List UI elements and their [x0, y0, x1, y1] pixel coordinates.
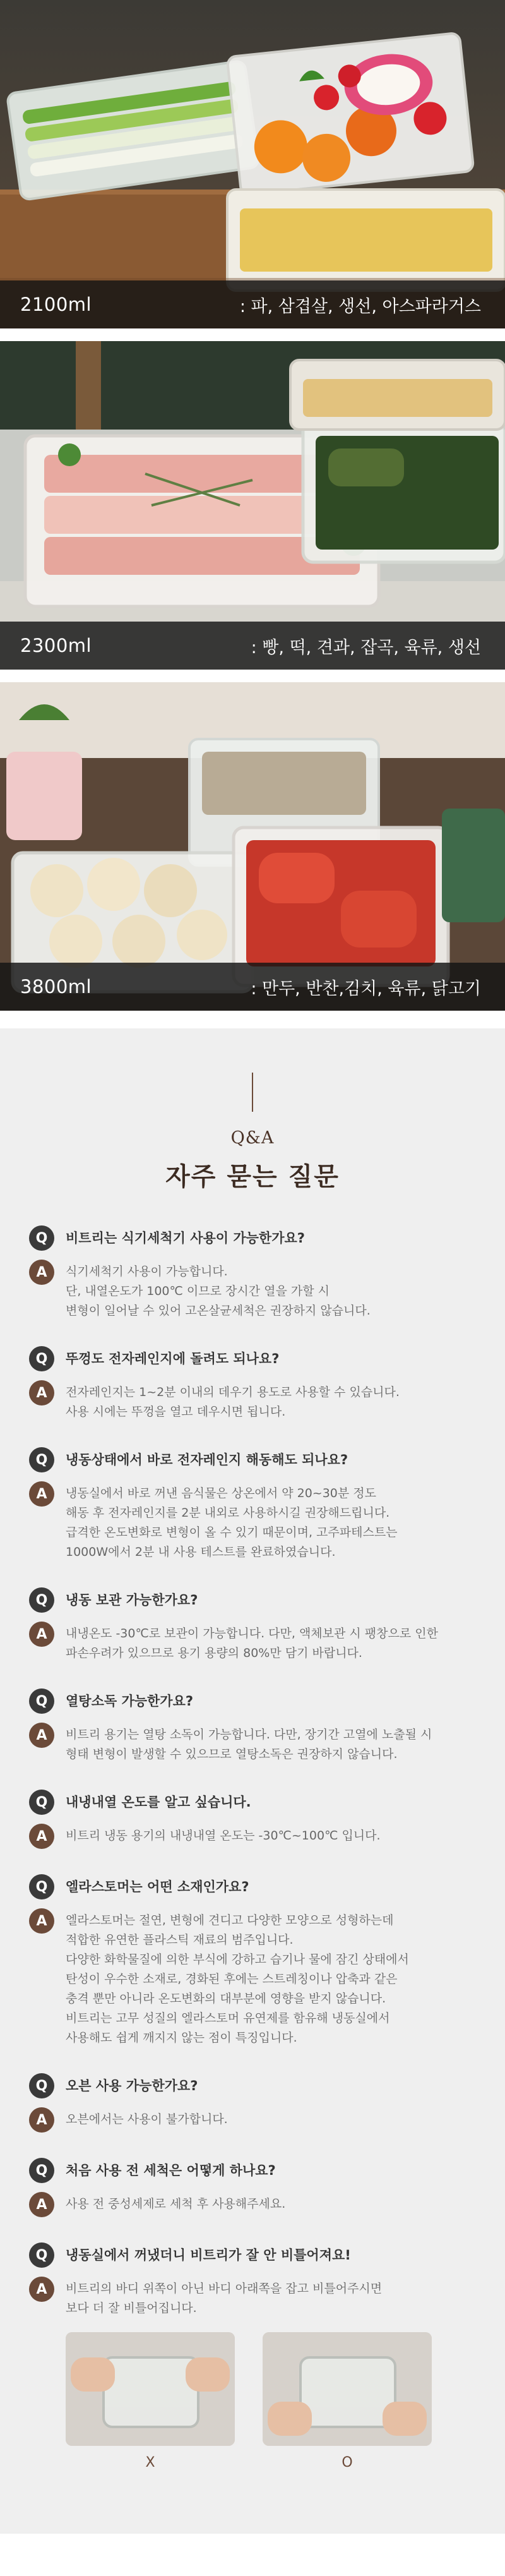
- question-row: [29, 1790, 476, 1815]
- answer-line: 탄성이 우수한 소재로, 경화된 후에는 스트레칭이나 압축과 같은: [66, 1972, 398, 1986]
- question-text: 처음 사용 전 세척은 어떻게 하나요?: [66, 2163, 276, 2178]
- answer-row: [29, 1622, 476, 1663]
- question-badge: Q: [29, 1225, 54, 1251]
- faq-item: [29, 1447, 476, 1562]
- answer-text: [66, 2277, 382, 2318]
- question-text: 열탕소독 가능한가요?: [66, 1694, 194, 1709]
- question-row: [29, 1587, 476, 1613]
- question-badge: Q: [29, 1790, 54, 1815]
- faq-item: [29, 2158, 476, 2217]
- question-badge: Q: [29, 1688, 54, 1714]
- demo-photo-wrong: [66, 2332, 235, 2446]
- question-badge: Q: [29, 2242, 54, 2268]
- faq-item: [29, 1790, 476, 1849]
- usage-label: : 만두, 반찬,김치, 육류, 닭고기: [251, 978, 481, 999]
- answer-line: 비트리 용기는 열탕 소독이 가능합니다. 다만, 장기간 고열에 노출될 시: [66, 1728, 432, 1742]
- answer-line: 변형이 일어날 수 있어 고온살균세척은 권장하지 않습니다.: [66, 1304, 371, 1318]
- faq-eyebrow: Q&A: [230, 1128, 275, 1148]
- answer-badge: A: [29, 2277, 54, 2302]
- demo-mark-right: O: [342, 2455, 353, 2471]
- caption-bar: [0, 963, 505, 1011]
- capacity-label: 3800ml: [20, 976, 92, 997]
- question-text: 엘라스토머는 어떤 소재인가요?: [66, 1879, 249, 1894]
- answer-row: [29, 1260, 476, 1321]
- answer-line: 사용 시에는 뚜껑을 열고 데우시면 됩니다.: [66, 1405, 286, 1419]
- divider-line: [252, 1073, 253, 1112]
- demo-card-wrong: [66, 2332, 235, 2471]
- caption-bar: [0, 622, 505, 670]
- faq-title: 자주 묻는 질문: [165, 1162, 340, 1191]
- answer-line: 다양한 화학물질에 의한 부식에 강하고 습기나 물에 잠긴 상태에서: [66, 1953, 409, 1966]
- faq-item: [29, 1688, 476, 1764]
- question-row: [29, 1346, 476, 1371]
- answer-line: 형태 변형이 발생할 수 있으므로 열탕소독은 권장하지 않습니다.: [66, 1747, 398, 1761]
- answer-badge: A: [29, 1622, 54, 1647]
- usage-label: : 빵, 떡, 견과, 잡곡, 육류, 생선: [251, 637, 481, 658]
- answer-row: [29, 1908, 476, 2048]
- answer-line: 오븐에서는 사용이 불가합니다.: [66, 2112, 228, 2126]
- answer-row: [29, 2192, 476, 2217]
- caption-bar: [0, 280, 505, 328]
- answer-line: 사용 전 중성세제로 세척 후 사용해주세요.: [66, 2197, 286, 2211]
- faq-section: [0, 1028, 505, 2534]
- question-text: 냉동상태에서 바로 전자레인지 해동해도 되나요?: [66, 1452, 348, 1467]
- answer-text: [66, 1723, 432, 1764]
- answer-line: 냉동실에서 바로 꺼낸 음식물은 상온에서 약 20~30분 정도: [66, 1486, 376, 1500]
- answer-line: 1000W에서 2분 내 사용 테스트를 완료하였습니다.: [66, 1545, 336, 1559]
- answer-line: 전자레인지는 1~2분 이내의 데우기 용도로 사용할 수 있습니다.: [66, 1385, 400, 1399]
- question-text: 비트리는 식기세척기 사용이 가능한가요?: [66, 1231, 305, 1246]
- product-photo-2300: [0, 341, 505, 670]
- question-row: [29, 2242, 476, 2268]
- photo-3800-image: [0, 682, 505, 1011]
- answer-row: [29, 1824, 476, 1849]
- photo-2100-image: [0, 0, 505, 328]
- demo-mark-wrong: X: [145, 2455, 155, 2471]
- answer-text: [66, 1260, 371, 1321]
- answer-row: [29, 1481, 476, 1562]
- faq-item: [29, 1874, 476, 2048]
- capacity-label: 2300ml: [20, 635, 92, 656]
- question-text: 내냉내열 온도를 알고 싶습니다.: [66, 1795, 251, 1810]
- faq-item: [29, 1346, 476, 1422]
- answer-line: 충격 뿐만 아니라 온도변화의 대부분에 영향을 받지 않습니다.: [66, 1992, 386, 2006]
- answer-badge: A: [29, 1908, 54, 1934]
- answer-line: 식기세척기 사용이 가능합니다.: [66, 1265, 228, 1279]
- answer-row: [29, 1723, 476, 1764]
- answer-row: [29, 1380, 476, 1422]
- answer-text: [66, 1908, 409, 2048]
- answer-line: 비트리의 바디 위쪽이 아닌 바디 아래쪽을 잡고 비틀어주시면: [66, 2282, 383, 2296]
- answer-text: [66, 2107, 228, 2129]
- answer-row: [29, 2107, 476, 2133]
- faq-item: [29, 1587, 476, 1663]
- twist-demo: [66, 2332, 432, 2471]
- question-row: [29, 1688, 476, 1714]
- question-row: [29, 2073, 476, 2098]
- answer-badge: A: [29, 1380, 54, 1405]
- answer-text: [66, 1824, 381, 1846]
- faq-item: [29, 2242, 476, 2471]
- section-spacer: [0, 1011, 505, 1028]
- answer-text: [66, 1622, 438, 1663]
- answer-text: [66, 1380, 400, 1422]
- question-badge: Q: [29, 2073, 54, 2098]
- question-text: 뚜껑도 전자레인지에 돌려도 되나요?: [66, 1351, 280, 1366]
- answer-line: 보다 더 잘 비틀어집니다.: [66, 2301, 197, 2315]
- answer-badge: A: [29, 2192, 54, 2217]
- answer-row: [29, 2277, 476, 2318]
- faq-item: [29, 2073, 476, 2133]
- question-row: [29, 1447, 476, 1472]
- answer-line: 내냉온도 -30℃로 보관이 가능합니다. 다만, 액체보관 시 팽창으로 인한: [66, 1627, 438, 1640]
- demo-card-right: [263, 2332, 432, 2471]
- question-row: [29, 1874, 476, 1899]
- answer-line: 비트리 냉동 용기의 내냉내열 온도는 -30℃~100℃ 입니다.: [66, 1829, 381, 1843]
- question-text: 냉동실에서 꺼냈더니 비트리가 잘 안 비틀어져요!: [66, 2248, 351, 2263]
- answer-line: 해동 후 전자레인지를 2분 내외로 사용하시길 권장해드립니다.: [66, 1506, 390, 1520]
- usage-label: : 파, 삼겹살, 생선, 아스파라거스: [239, 296, 481, 316]
- answer-text: [66, 2192, 285, 2214]
- answer-line: 파손우려가 있으므로 용기 용량의 80%만 담기 바랍니다.: [66, 1646, 362, 1660]
- product-photo-2100: [0, 0, 505, 328]
- answer-badge: A: [29, 2107, 54, 2133]
- question-badge: Q: [29, 1346, 54, 1371]
- question-badge: Q: [29, 1447, 54, 1472]
- capacity-label: 2100ml: [20, 294, 92, 315]
- answer-text: [66, 1481, 398, 1562]
- answer-badge: A: [29, 1824, 54, 1849]
- answer-line: 비트리는 고무 성질의 엘라스토머 유연제를 함유해 냉동실에서: [66, 2011, 390, 2025]
- faq-list: [29, 1225, 476, 2471]
- question-badge: Q: [29, 1587, 54, 1613]
- answer-line: 엘라스토머는 절연, 변형에 견디고 다양한 모양으로 성형하는데: [66, 1913, 394, 1927]
- product-photo-3800: [0, 682, 505, 1011]
- answer-badge: A: [29, 1481, 54, 1507]
- faq-item: [29, 1225, 476, 1321]
- answer-badge: A: [29, 1723, 54, 1748]
- question-row: [29, 1225, 476, 1251]
- answer-line: 급격한 온도변화로 변형이 올 수 있기 때문이며, 고주파테스트는: [66, 1526, 398, 1539]
- question-text: 냉동 보관 가능한가요?: [66, 1592, 198, 1608]
- question-row: [29, 2158, 476, 2183]
- question-badge: Q: [29, 2158, 54, 2183]
- question-text: 오븐 사용 가능한가요?: [66, 2078, 198, 2093]
- answer-badge: A: [29, 1260, 54, 1285]
- answer-line: 적합한 유연한 플라스틱 재료의 범주입니다.: [66, 1933, 294, 1947]
- photo-2300-image: [0, 341, 505, 670]
- question-badge: Q: [29, 1874, 54, 1899]
- answer-line: 단, 내열온도가 100℃ 이므로 장시간 열을 가할 시: [66, 1284, 330, 1298]
- answer-line: 사용해도 쉽게 깨지지 않는 점이 특징입니다.: [66, 2031, 297, 2045]
- demo-photo-right: [263, 2332, 432, 2446]
